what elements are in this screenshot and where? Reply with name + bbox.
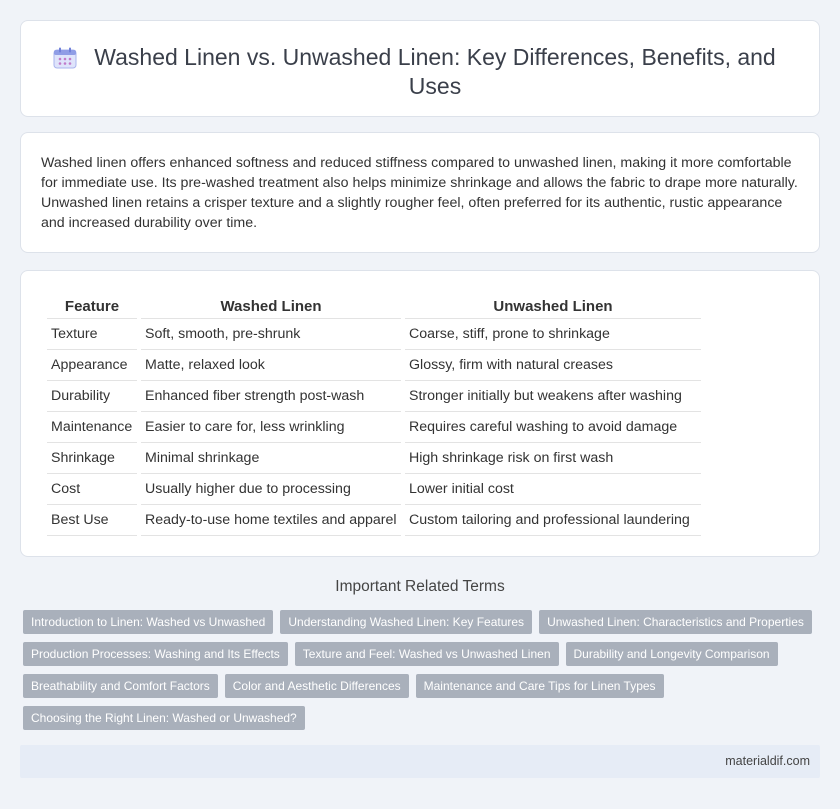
column-header-feature: Feature xyxy=(47,295,137,319)
table-cell-unwashed: Lower initial cost xyxy=(405,474,701,505)
intro-card xyxy=(20,132,820,253)
table-cell-unwashed: Requires careful washing to avoid damage xyxy=(405,412,701,443)
table-row xyxy=(47,319,701,350)
page-title: Washed Linen vs. Unwashed Linen: Key Differences, Benefits, and Uses xyxy=(94,44,776,99)
table-cell-unwashed: Glossy, firm with natural creases xyxy=(405,350,701,381)
table-cell-washed: Minimal shrinkage xyxy=(141,443,401,474)
table-cell-unwashed: Stronger initially but weakens after washing xyxy=(405,381,701,412)
intro-paragraph: Washed linen offers enhanced softness and reduced stiffness compared to unwashed linen, making it more comfortable for immediate use. Its pre-washed treatment also helps minimize shrinkage and allows the fabric to drape more naturally. Unwashed linen retains a crisper texture and a slightly rougher feel, often preferred for its authentic, rustic appearance and increased durability over time. xyxy=(41,155,798,231)
comparison-table xyxy=(43,295,705,536)
related-term-tag[interactable]: Breathability and Comfort Factors xyxy=(23,674,218,698)
related-term-tag[interactable]: Color and Aesthetic Differences xyxy=(225,674,409,698)
table-cell-washed: Matte, relaxed look xyxy=(141,350,401,381)
related-terms-list xyxy=(23,610,823,738)
table-cell-feature: Cost xyxy=(47,474,137,505)
table-cell-feature: Texture xyxy=(47,319,137,350)
related-terms-heading: Important Related Terms xyxy=(335,578,505,595)
related-term-tag[interactable]: Production Processes: Washing and Its Effects xyxy=(23,642,288,666)
related-term-tag[interactable]: Maintenance and Care Tips for Linen Types xyxy=(416,674,664,698)
related-term-tag[interactable]: Understanding Washed Linen: Key Features xyxy=(280,610,532,634)
table-row xyxy=(47,412,701,443)
related-term-tag[interactable]: Choosing the Right Linen: Washed or Unwashed? xyxy=(23,706,305,730)
table-cell-unwashed: Custom tailoring and professional laundering xyxy=(405,505,701,536)
table-cell-feature: Best Use xyxy=(47,505,137,536)
table-cell-feature: Appearance xyxy=(47,350,137,381)
table-cell-unwashed: Coarse, stiff, prone to shrinkage xyxy=(405,319,701,350)
table-row xyxy=(47,474,701,505)
table-row xyxy=(47,505,701,536)
related-term-tag[interactable]: Introduction to Linen: Washed vs Unwashed xyxy=(23,610,273,634)
table-cell-unwashed: High shrinkage risk on first wash xyxy=(405,443,701,474)
comparison-table-card xyxy=(20,270,820,557)
table-cell-washed: Soft, smooth, pre-shrunk xyxy=(141,319,401,350)
column-header-unwashed: Unwashed Linen xyxy=(405,295,701,319)
table-cell-washed: Easier to care for, less wrinkling xyxy=(141,412,401,443)
footer-bar xyxy=(20,745,820,778)
related-term-tag[interactable]: Durability and Longevity Comparison xyxy=(566,642,778,666)
table-cell-feature: Shrinkage xyxy=(47,443,137,474)
table-row xyxy=(47,381,701,412)
header-card xyxy=(20,20,820,117)
table-cell-washed: Enhanced fiber strength post-wash xyxy=(141,381,401,412)
table-row xyxy=(47,443,701,474)
table-cell-washed: Usually higher due to processing xyxy=(141,474,401,505)
column-header-washed: Washed Linen xyxy=(141,295,401,319)
table-header-row xyxy=(47,295,701,319)
table-cell-washed: Ready-to-use home textiles and apparel xyxy=(141,505,401,536)
table-cell-feature: Maintenance xyxy=(47,412,137,443)
table-row xyxy=(47,350,701,381)
table-cell-feature: Durability xyxy=(47,381,137,412)
footer-site-link[interactable]: materialdif.com xyxy=(725,754,810,768)
related-term-tag[interactable]: Unwashed Linen: Characteristics and Properties xyxy=(539,610,812,634)
related-term-tag[interactable]: Texture and Feel: Washed vs Unwashed Linen xyxy=(295,642,559,666)
